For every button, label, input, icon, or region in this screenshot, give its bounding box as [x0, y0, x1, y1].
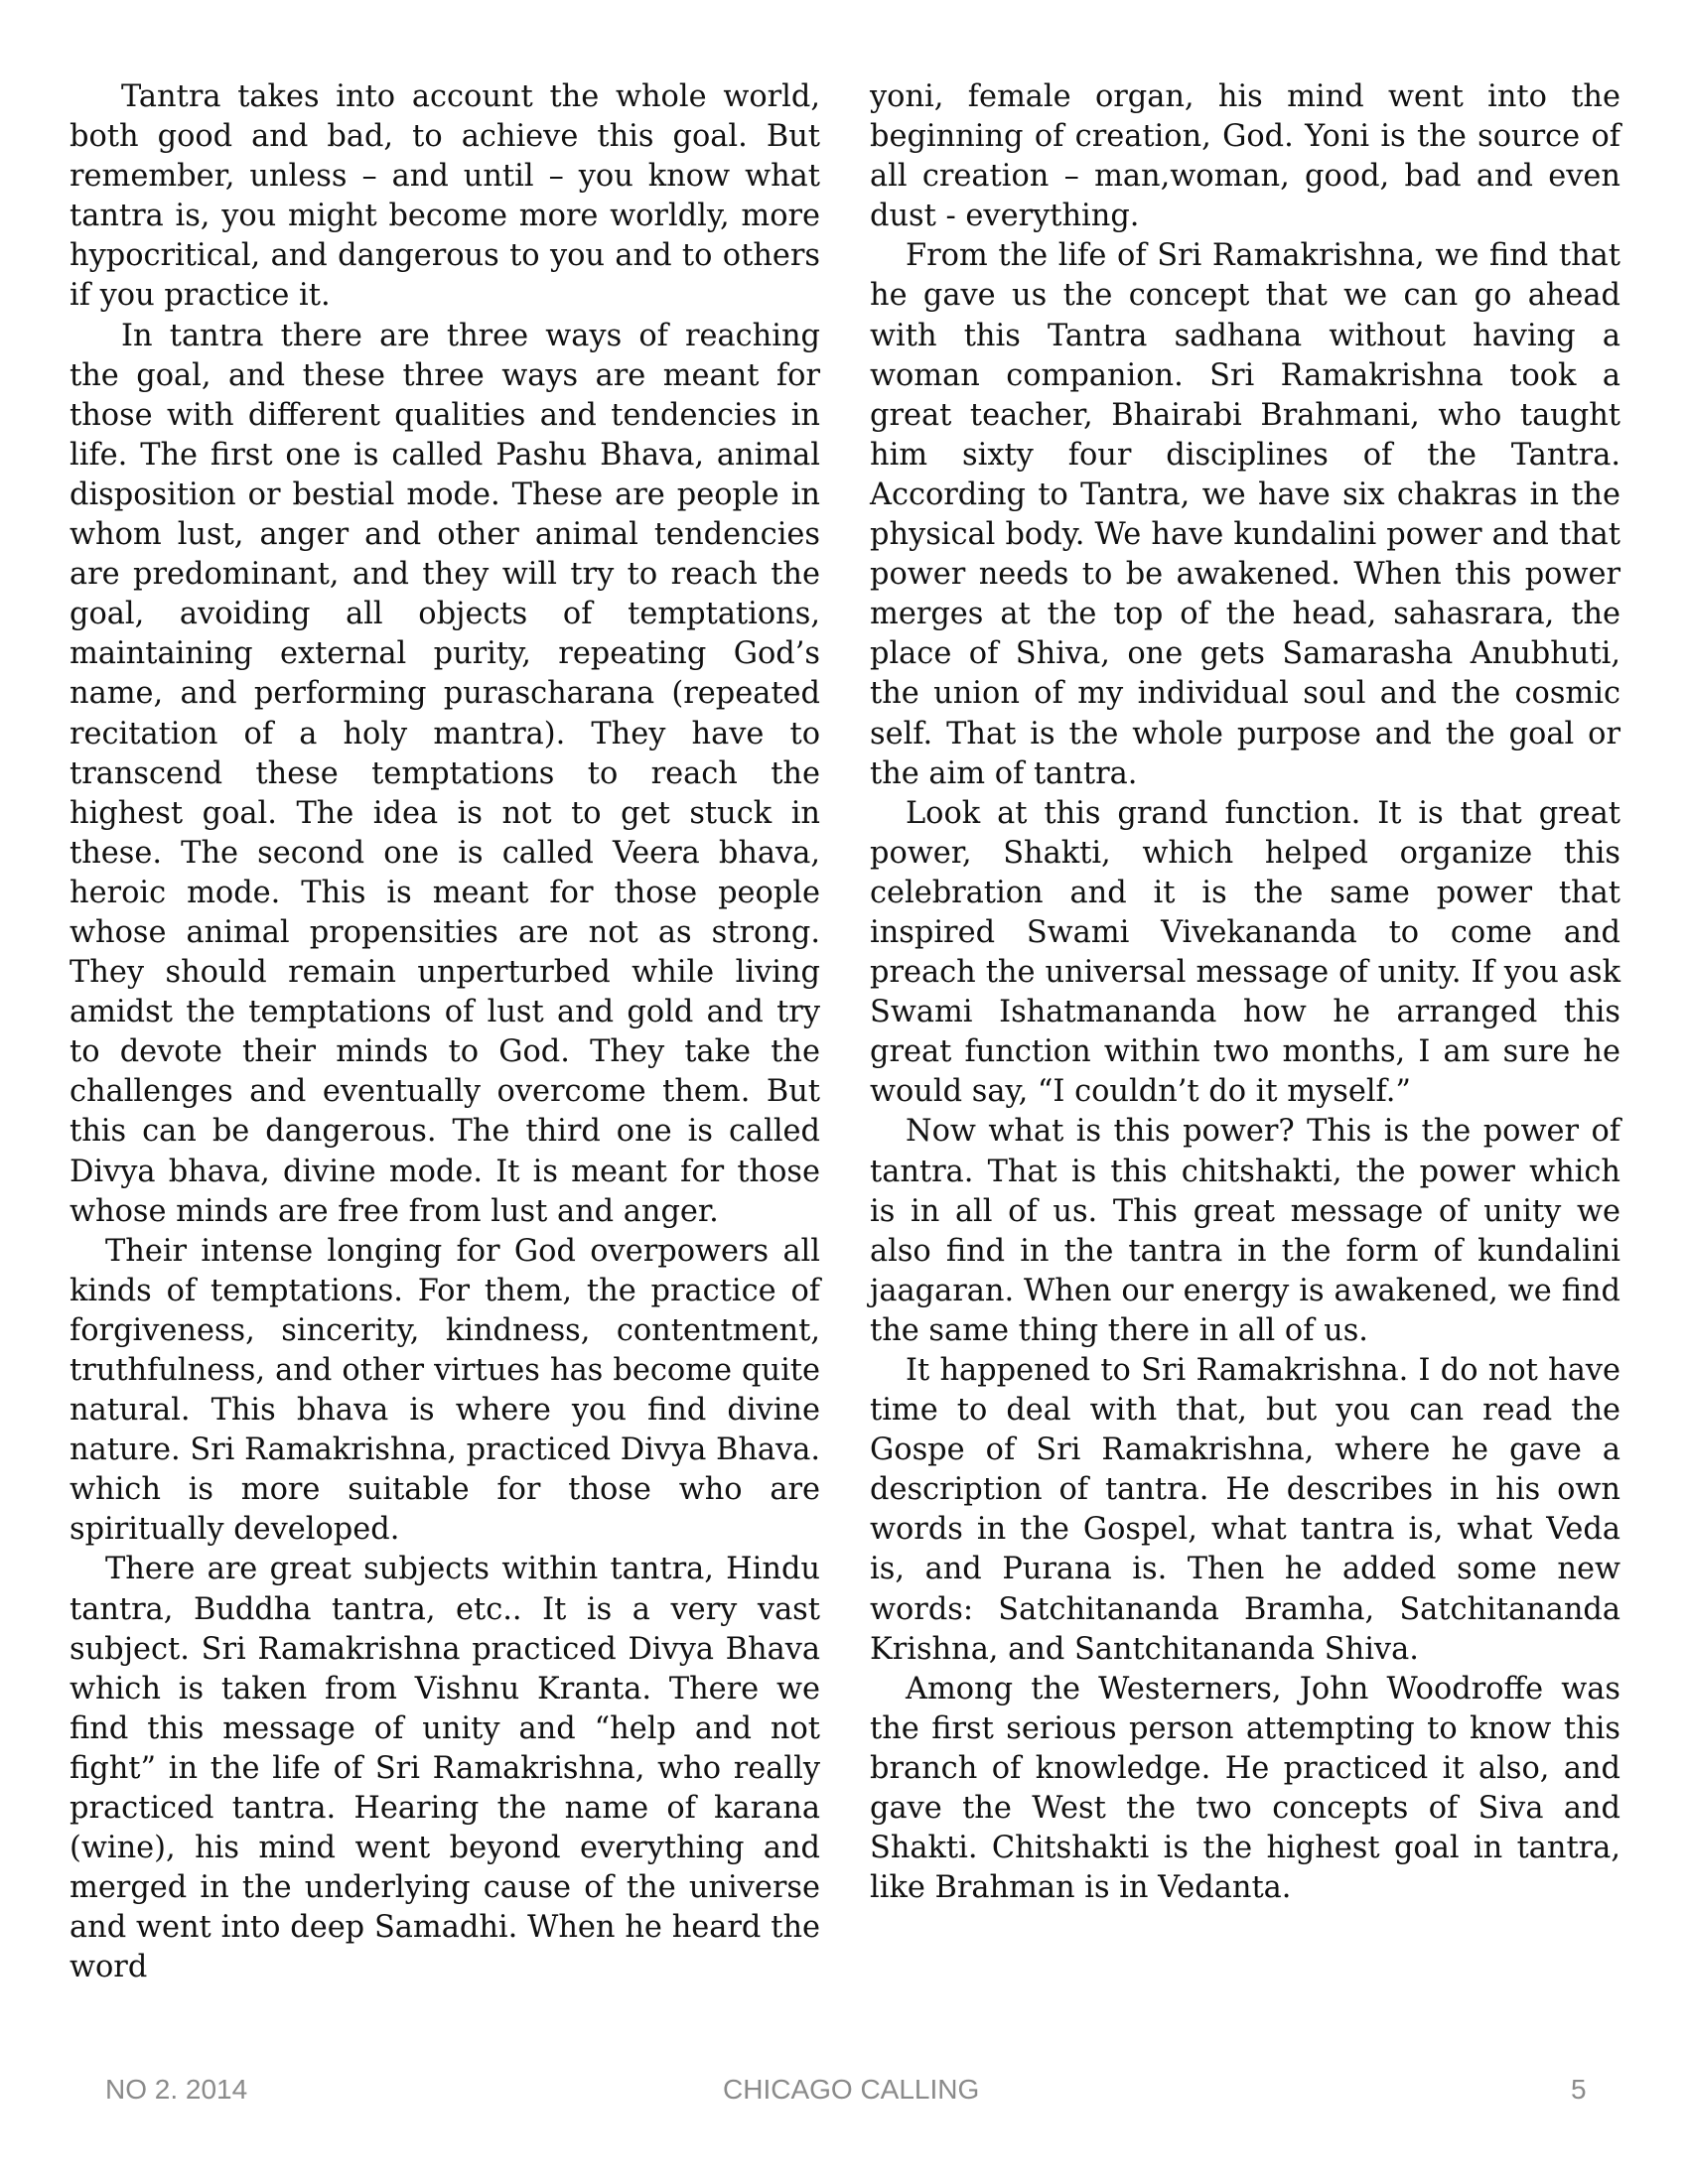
right-column [870, 77, 1620, 1908]
paragraph: Now what is this power? This is the power of tantra. That is this chitshakti, the power which is in all of us. This great message of unity we also find in the tantra in the form of kundalini jaagaran. When our energy is awakened, we find the same thing there in all of us. [870, 1114, 1620, 1348]
paragraph: Tantra takes into account the whole world, both good and bad, to achieve this goal. But remember, unless – and until – you know what tantra is, you might become more worldly, more hypocritical, and dangerous to you and to others if you practice it. [70, 79, 820, 314]
left-column [70, 77, 820, 1988]
footer-page-number: 5 [1571, 2074, 1587, 2105]
footer-publication: CHICAGO CALLING [723, 2074, 980, 2105]
paragraph: Look at this grand function. It is that great power, Shakti, which helped organize this celebration and it is the same power that inspired Swami Vivekananda to come and preach the universal message of unity. If you ask Swami Ishatmananda how he arranged this great function within two months, I am sure he would say, “I couldn’t do it myself.” [870, 795, 1620, 1110]
paragraph: From the life of Sri Ramakrishna, we find that he gave us the concept that we can go ahead with this Tantra sadhana without having a woman companion. Sri Ramakrishna took a great teacher, Bhairabi Brahmani, who taught him sixty four disciplines of the Tantra. According to Tantra, we have six chakras in the physical body. We have kundalini power and that power needs to be awakened. When this power merges at the top of the head, sahasrara, the place of Shiva, one gets Samarasha Anubhuti, the union of my individual soul and the cosmic self. That is the whole purpose and the goal or the aim of tantra. [870, 238, 1620, 791]
paragraph: Among the Westerners, John Woodroffe was the first serious person attempting to know this branch of knowledge. He practiced it also, and gave the West the two concepts of Siva and Shakti. Chitshakti is the highest goal in tantra, like Brahman is in Vedanta. [870, 1671, 1620, 1906]
paragraph: There are great subjects within tantra, Hindu tantra, Buddha tantra, etc.. It is a very vast subject. Sri Ramakrishna practiced Divya Bhava which is taken from Vishnu Kranta. There we find this message of unity and “help and not fight” in the life of Sri Ramakrishna, who really practiced tantra. Hearing the name of karana (wine), his mind went beyond everything and merged in the underlying cause of the universe and went into deep Samadhi. When he heard the word [70, 1552, 820, 1985]
paragraph: In tantra there are three ways of reaching the goal, and these three ways are meant for those with different qualities and tendencies in life. The first one is called Pashu Bhava, animal disposition or bestial mode. These are people in whom lust, anger and other animal tendencies are predominant, and they will try to reach the goal, avoiding all objects of temptations, maintaining external purity, repeating God’s name, and performing purascharana (repeated recitation of a holy mantra). They have to transcend these temptations to reach the highest goal. The idea is not to get stuck in these. The second one is called Veera bhava, heroic mode. This is meant for those people whose animal propensities are not as strong. They should remain unperturbed while living amidst the temptations of lust and gold and try to devote their minds to God. They take the challenges and eventually overcome them. But this can be dangerous. The third one is called Divya bhava, divine mode. It is meant for those whose minds are free from lust and anger. [70, 318, 820, 1229]
paragraph: yoni, female organ, his mind went into the beginning of creation, God. Yoni is the source of all creation – man,woman, good, bad and even dust - everything. [870, 79, 1620, 234]
paragraph: It happened to Sri Ramakrishna. I do not have time to deal with that, but you can read the Gospe of Sri Ramakrishna, where he gave a description of tantra. He describes in his own words in the Gospel, what tantra is, what Veda is, and Purana is. Then he added some new words: Satchitananda Bramha, Satchitananda Krishna, and Santchitananda Shiva. [870, 1353, 1620, 1667]
footer-issue: NO 2. 2014 [105, 2074, 248, 2105]
paragraph: Their intense longing for God overpowers all kinds of temptations. For them, the practice of forgiveness, sincerity, kindness, contentment, truthfulness, and other virtues has become quite natural. This bhava is where you find divine nature. Sri Ramakrishna, practiced Divya Bhava. which is more suitable for those who are spiritually developed. [70, 1233, 820, 1548]
